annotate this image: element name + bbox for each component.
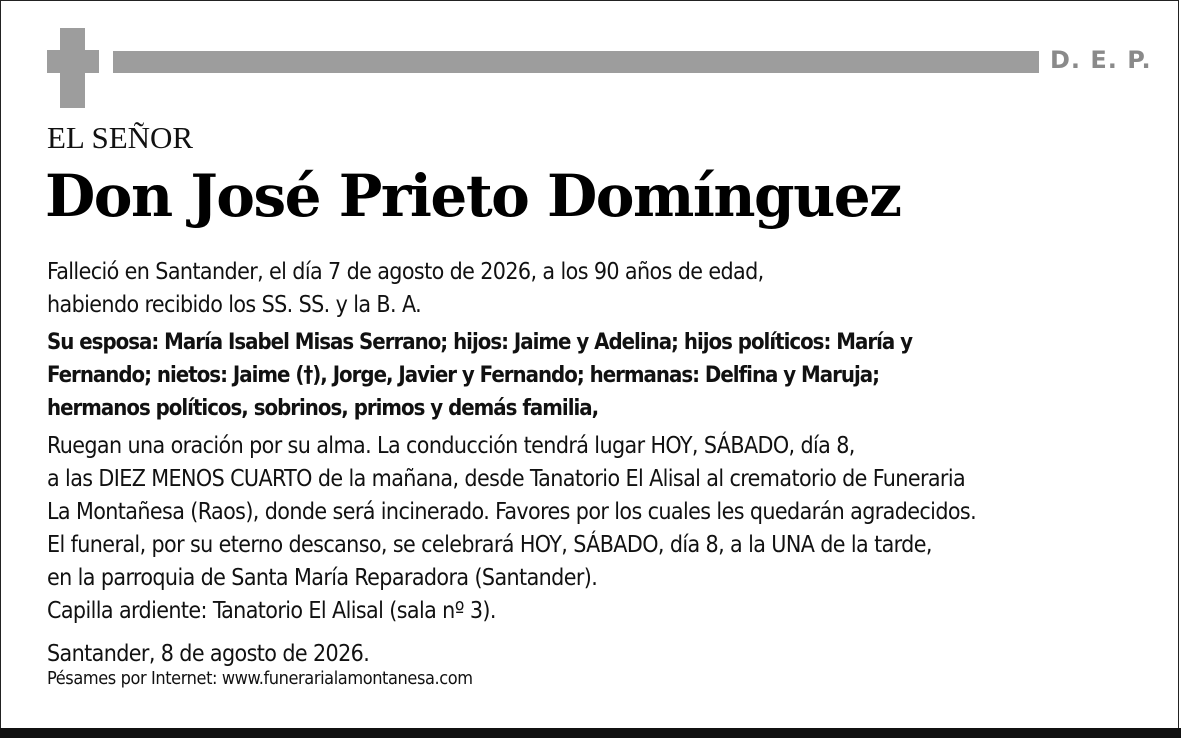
bottom-border: [0, 728, 1181, 738]
service-line: en la parroquia de Santa María Reparadora (Santander).: [47, 565, 598, 591]
family-list: [47, 326, 912, 425]
family-line: Su esposa: María Isabel Misas Serrano; hijos: Jaime y Adelina; hijos políticos: María y: [47, 330, 913, 355]
family-line: Fernando; nietos: Jaime (†), Jorge, Javier y Fernando; hermanas: Delfina y Maruja;: [47, 363, 880, 388]
chapel-info: [47, 595, 496, 628]
deceased-name: Don José Prieto Domínguez: [45, 162, 901, 230]
service-line: Ruegan una oración por su alma. La conducción tendrá lugar HOY, SÁBADO, día 8,: [47, 433, 855, 459]
service-details: [47, 430, 976, 595]
place-date-line: Santander, 8 de agosto de 2026.: [47, 641, 370, 667]
service-line: a las DIEZ MENOS CUARTO de la mañana, desde Tanatorio El Alisal al crematorio de Funeraria: [47, 466, 966, 492]
family-line: hermanos políticos, sobrinos, primos y demás familia,: [47, 396, 599, 421]
service-line: El funeral, por su eterno descanso, se celebrará HOY, SÁBADO, día 8, a la UNA de la tarde,: [47, 532, 932, 558]
chapel-line: Capilla ardiente: Tanatorio El Alisal (sala nº 3).: [47, 598, 496, 624]
closing-place-date: [47, 638, 369, 671]
header-rule: [113, 51, 1039, 73]
dep-label: D. E. P.: [1050, 46, 1152, 74]
death-notice-line: Falleció en Santander, el día 7 de agosto de 2026, a los 90 años de edad,: [47, 259, 764, 285]
death-notice-line: habiendo recibido los SS. SS. y la B. A.: [47, 292, 422, 318]
death-notice: [47, 256, 764, 322]
honorific: EL SEÑOR: [47, 120, 194, 155]
condolences-link[interactable]: Pésames por Internet: www.funerarialamontanesa.com: [47, 668, 473, 689]
service-line: La Montañesa (Raos), donde será incinerado. Favores por los cuales les quedarán agradecidos.: [47, 499, 977, 525]
cross-icon: [47, 28, 99, 108]
